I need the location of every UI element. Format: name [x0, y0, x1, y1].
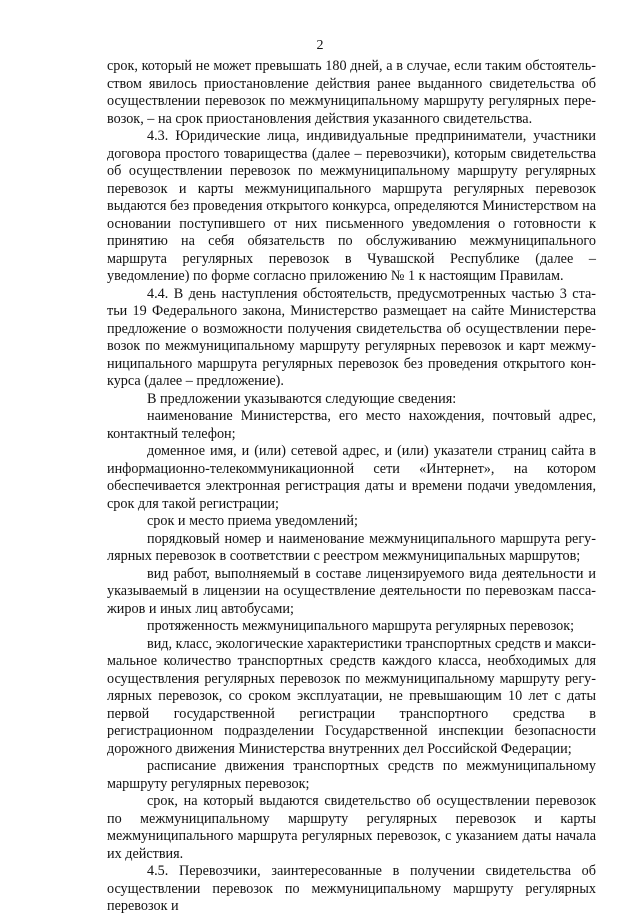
list-item: протяженность межмуниципального маршрута регулярных перевозок;	[147, 618, 575, 634]
list-item: порядковый номер и наименование межмуниципального маршрута регулярных перевозок в соответствии с реестром межмуниципальных маршрутов;	[107, 530, 596, 564]
list-item: срок и место приема уведомлений;	[147, 513, 358, 529]
paragraph-4-5: 4.5. Перевозчики, заинтересованные в получении свидетельства об осуществлении перевозок по межмуниципальному маршруту регулярных перевозок и	[107, 863, 596, 914]
paragraph-4-4: 4.4. В день наступления обстоятельств, предусмотренных частью 3 статьи 19 Федерального закона, Министерство размещает на сайте Министерства предложение о возможности получения свидетельства об осуществлении перевозок по межмуниципальному маршруту регулярных перевозок и карт межмуниципального маршрута регулярных перевозок без проведения открытого конкурса (далее – предложение).	[107, 285, 596, 389]
list-item: срок, на который выдаются свидетельство об осуществлении перевозок по межмуниципальному маршруту регулярных перевозок и карты межмуниципального маршрута регулярных перевозок, с указанием даты начала их действия.	[107, 793, 596, 862]
paragraph-4-3: 4.3. Юридические лица, индивидуальные предприниматели, участники договора простого товарищества (далее – перевозчики), которым свидетельства об осуществлении перевозок по межмуниципальному маршруту регулярных перевозок и карты межмуниципального маршрута регулярных перевозок выдаются без проведения открытого конкурса, определяются Министерством на основании поступившего от них письменного уведомления о готовности к принятию на себя обязательств по обслуживанию межмуниципального маршрута регулярных перевозок в Чувашской Республике (далее – уведомление) по форме согласно приложению № 1 к настоящим Правилам.	[107, 128, 596, 284]
list-item: вид, класс, экологические характеристики транспортных средств и максимальное количество транспортных средств каждого класса, необходимых для осуществления регулярных перевозок по межмуниципальному маршруту регулярных перевозок, со сроком эксплуатации, не превышающим 10 лет с даты первой государственной регистрации транспортного средства в регистрационном подразделении Государственной инспекции безопасности дорожного движения Министерства внутренних дел Российской Федерации;	[107, 635, 596, 757]
list-item: вид работ, выполняемый в составе лицензируемого вида деятельности и указываемый в лицензии на осуществление деятельности по перевозкам пассажиров и иных лиц автобусами;	[107, 565, 596, 617]
list-item: расписание движения транспортных средств по межмуниципальному маршруту регулярных перевозок;	[107, 758, 596, 792]
list-item: наименование Министерства, его место нахождения, почтовый адрес, контактный телефон;	[107, 408, 596, 442]
body-text	[107, 58, 596, 916]
list-item: доменное имя, и (или) сетевой адрес, и (или) указатели страниц сайта в информационно-телекоммуникационной сети «Интернет», на котором обеспечивается электронная регистрация даты и времени подачи уведомления, срок для такой регистрации;	[107, 443, 596, 512]
page-number: 2	[316, 38, 324, 53]
paragraph-info-intro: В предложении указываются следующие сведения:	[147, 390, 457, 407]
paragraph-continuation: срок, который не может превышать 180 дней, а в случае, если таким обстоятельством явилось приостановление действия ранее выданного свидетельства об осуществлении перевозок по межмуниципальному маршруту регулярных перевозок, – на срок приостановления действия указанного свидетельства.	[107, 58, 596, 127]
